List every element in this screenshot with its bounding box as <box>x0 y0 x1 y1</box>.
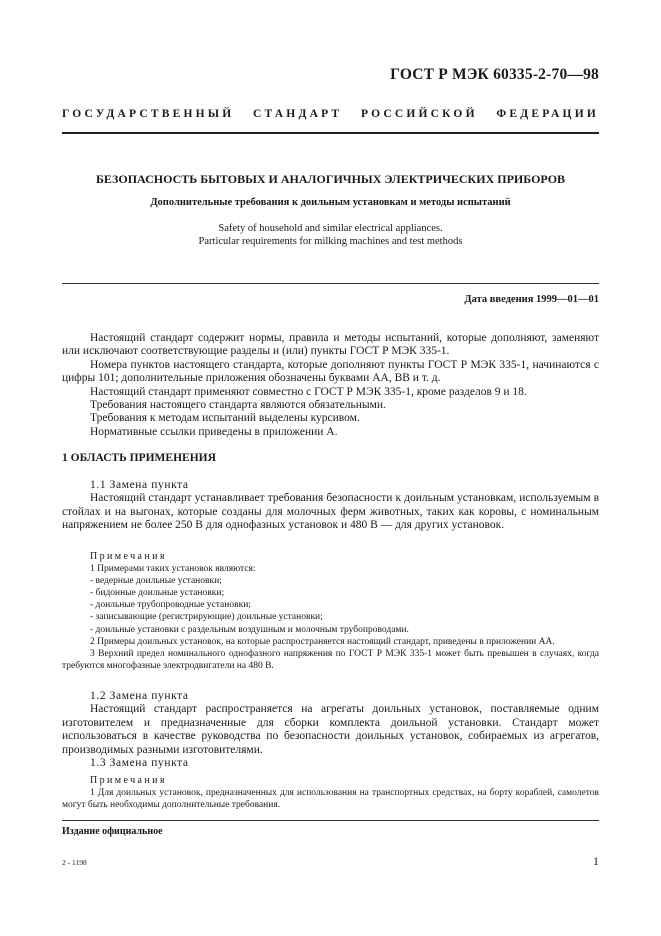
note-line: 2 Примеры доильных установок, на которые распространяется настоящий стандарт, приведены в приложении АА. <box>90 636 555 647</box>
note-line: - доильные трубопроводные установки; <box>90 600 251 611</box>
header-divider <box>62 132 599 134</box>
intro-paragraph: Настоящий стандарт применяют совместно с ГОСТ Р МЭК 335-1, кроме разделов 9 и 18. <box>90 385 527 398</box>
section-heading: 1 ОБЛАСТЬ ПРИМЕНЕНИЯ <box>62 452 216 464</box>
intro-paragraph: Требования настоящего стандарта являются обязательными. <box>90 399 386 412</box>
org-title-word: СТАНДАРТ <box>253 108 343 120</box>
print-code: 2 - 1198 <box>62 858 87 867</box>
notes-heading: Примечания <box>90 551 167 562</box>
clause-1-1 <box>62 479 599 533</box>
main-title: БЕЗОПАСНОСТЬ БЫТОВЫХ И АНАЛОГИЧНЫХ ЭЛЕКТРИЧЕСКИХ ПРИБОРОВ <box>95 172 566 186</box>
intro-paragraphs <box>62 332 599 439</box>
edition-label: Издание официальное <box>62 826 163 837</box>
clause-heading: 1.2 Замена пункта <box>90 690 189 702</box>
introduction-date: Дата введения 1999—01—01 <box>464 294 599 305</box>
note-line: 1 Для доильных установок, предназначенных для использования на транспортных средствах, на борту кораблей, самолетов могут быть необходимы дополнительные требования. <box>62 788 599 811</box>
clause-paragraph: Настоящий стандарт устанавливает требования безопасности к доильным установкам, используемым в стойлах и на выгонах, которые созданы для молочных ферм животных, таких как коровы, с номинальным напряжением не более 250 В для однофазных установок и 480 В — для других установок. <box>62 492 599 532</box>
clause-heading: 1.1 Замена пункта <box>90 479 189 491</box>
note-line: - записывающие (регистрирующие) доильные установки; <box>90 612 323 623</box>
english-title-line: Particular requirements for milking machines and test methods <box>198 236 463 247</box>
org-title-word: ФЕДЕРАЦИИ <box>496 108 599 120</box>
english-title <box>62 222 599 248</box>
subtitle: Дополнительные требования к доильным установкам и методы испытаний <box>150 197 511 208</box>
intro-paragraph: Настоящий стандарт содержит нормы, правила и методы испытаний, которые дополняют, заменяют или исключают соответствующие разделы и (или) пункты ГОСТ Р МЭК 335-1. <box>62 332 599 358</box>
org-title-word: РОССИЙСКОЙ <box>360 108 478 120</box>
intro-paragraph: Нормативные ссылки приведены в приложении А. <box>90 425 338 438</box>
note-line: 1 Примерами таких установок являются: <box>90 564 256 575</box>
note-line: - бидонные доильные установки; <box>90 588 225 599</box>
notes-block-1 <box>62 551 599 672</box>
footer-divider <box>62 820 599 821</box>
clause-paragraph: Настоящий стандарт распространяется на агрегаты доильных установок, поставляемые одним изготовителем и предназначенные для сборки комплекта доильной установки. Стандарт может использоваться в качестве руководства по безопасности доильных установок, собираемых из агрегатов, производимых разными изготовителями. <box>62 703 599 756</box>
org-title-word: ГОСУДАРСТВЕННЫЙ <box>62 108 235 120</box>
note-line: 3 Верхний предел номинального однофазного напряжения по ГОСТ Р МЭК 335-1 может быть превышен в случаях, когда требуются многофазные электродвигатели на 480 В. <box>62 648 599 671</box>
note-line: - ведерные доильные установки; <box>90 576 222 587</box>
title-divider <box>62 283 599 284</box>
page-number: 1 <box>593 854 599 868</box>
clause-heading: 1.3 Замена пункта <box>90 757 189 770</box>
intro-paragraph: Номера пунктов настоящего стандарта, которые дополняют пункты ГОСТ Р МЭК 335-1, начинаются с цифры 101; дополнительные приложения обозначены буквами АА, ВВ и т. д. <box>62 358 599 385</box>
document-code: ГОСТ Р МЭК 60335-2-70—98 <box>390 66 599 83</box>
clause-1-2 <box>62 690 599 770</box>
intro-paragraph: Требования к методам испытаний выделены курсивом. <box>90 412 360 425</box>
notes-block-2 <box>62 775 599 811</box>
english-title-line: Safety of household and similar electrical appliances. <box>218 223 443 234</box>
notes-heading: Примечания <box>90 775 167 786</box>
organization-title <box>62 108 599 120</box>
note-line: - доильные установки с раздельным воздушным и молочным трубопроводами. <box>90 624 409 635</box>
